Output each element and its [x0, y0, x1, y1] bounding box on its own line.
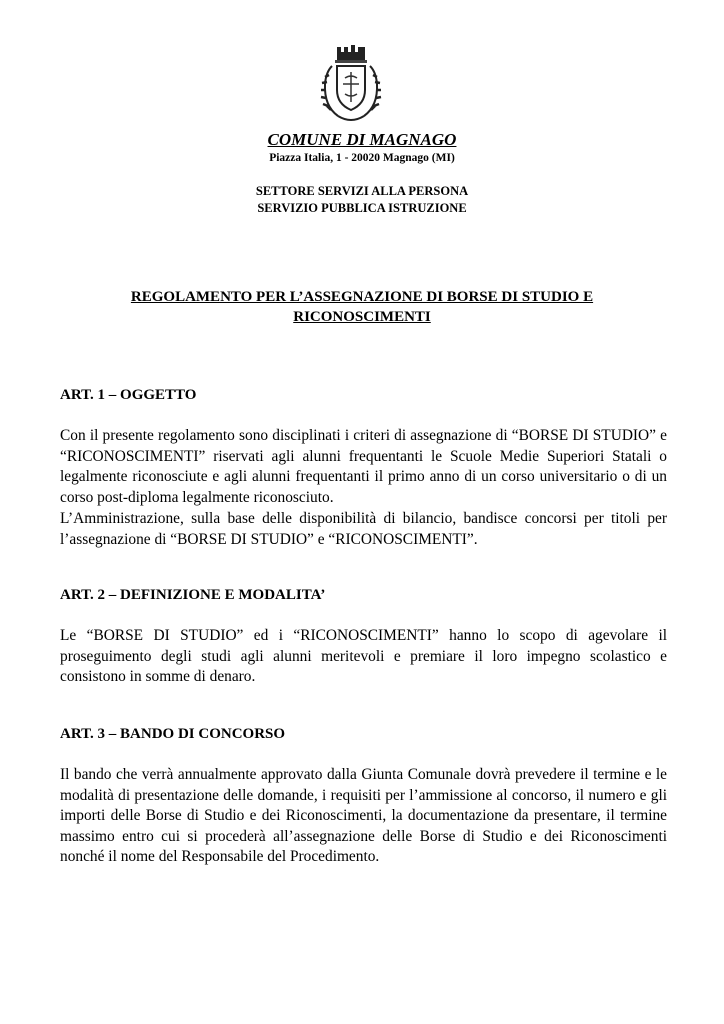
article-1-paragraph-1: Con il presente regolamento sono disciplinati i criteri di assegnazione di “BORSE DI STUDIO” e “RICONOSCIMENTI” riservati agli alunni frequentanti le Scuole Medie Superiori Statali o legalmente riconosciute e agli alunni frequentanti il primo anno di un corso universitario o di un corso post-diploma legalmente riconosciuto. [60, 427, 667, 506]
municipal-crest-icon [316, 44, 386, 126]
article-1-heading: ART. 1 – OGGETTO [60, 387, 197, 403]
article-3-paragraph-1: Il bando che verrà annualmente approvato dalla Giunta Comunale dovrà prevedere il termine e le modalità di presentazione delle domande, i requisiti per l’ammissione al concorso, il numero e gli importi delle Borse di Studio e dei Riconoscimenti, la documentazione da presentare, il termine massimo entro cui si procederà all’assegnazione delle Borse di Studio e dei Riconoscimenti nonché il nome del Responsabile del Procedimento. [60, 766, 667, 866]
article-2-heading: ART. 2 – DEFINIZIONE E MODALITA’ [60, 587, 326, 603]
article-2-paragraph-1: Le “BORSE DI STUDIO” ed i “RICONOSCIMENTI” hanno lo scopo di agevolare il proseguimento degli studi agli alunni meritevoli e premiare il loro impegno scolastico e consistono in somme di denaro. [60, 627, 667, 686]
commune-name: COMUNE DI MAGNAGO [267, 130, 457, 149]
article-1-paragraph-2: L’Amministrazione, sulla base delle disponibilità di bilancio, bandisce concorsi per titoli per l’assegnazione di “BORSE DI STUDIO” e “RICONOSCIMENTI”. [60, 510, 667, 548]
department-block [0, 183, 724, 217]
article-3-heading: ART. 3 – BANDO DI CONCORSO [60, 726, 286, 742]
sector-line: SETTORE SERVIZI ALLA PERSONA [255, 184, 469, 198]
document-title [60, 287, 664, 327]
commune-address: Piazza Italia, 1 - 20020 Magnago (MI) [269, 152, 455, 164]
title-line-2: RICONOSCIMENTI [293, 309, 431, 325]
title-line-1: REGOLAMENTO PER L’ASSEGNAZIONE DI BORSE DI STUDIO E [130, 289, 594, 305]
service-line: SERVIZIO PUBBLICA ISTRUZIONE [257, 201, 467, 215]
